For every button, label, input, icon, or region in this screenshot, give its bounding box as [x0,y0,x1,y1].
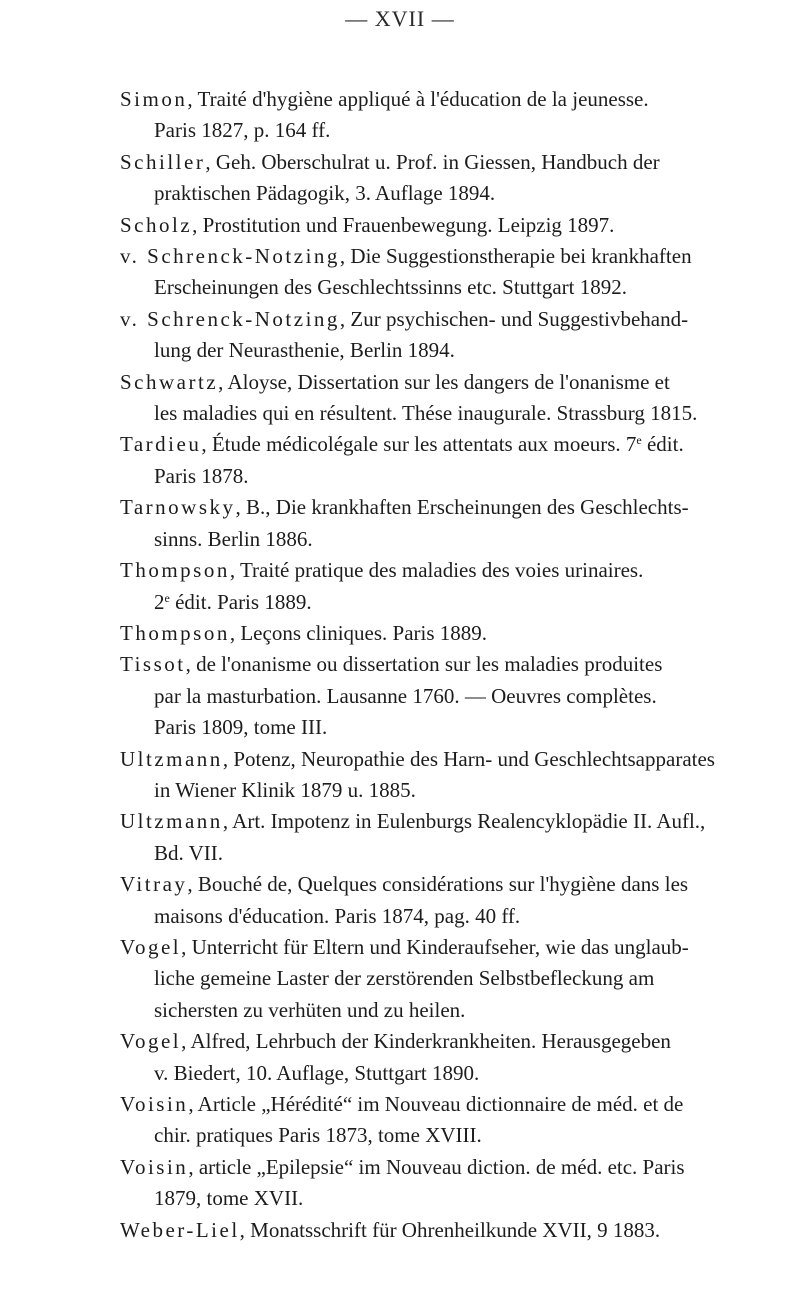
entry-author: Schiller [120,149,206,174]
entry-author: Vitray [120,872,188,897]
entry-text: liche gemeine Laster der zerstörenden Selbstbefleckung am [154,966,655,991]
entry-line [154,1183,752,1214]
entry-line [154,335,752,366]
entry-author: Schwartz [120,369,219,394]
entry-line [120,555,752,586]
bibliography-entry [120,869,752,932]
entry-line [154,178,752,209]
entry-line [154,712,752,743]
entry-line [154,398,752,429]
entry-author: Scholz [120,212,193,237]
entry-author: Ultzmann [120,746,223,771]
entry-text: 1879, tome XVII. [154,1186,304,1211]
entry-text: maisons d'éducation. Paris 1874, pag. 40 ff. [154,903,521,928]
entry-author: Thompson [120,558,230,583]
entry-author: Voisin [120,1154,189,1179]
bibliography-entry [120,744,752,807]
entry-line [120,147,752,178]
bibliography-entry [120,304,752,367]
entry-text: Paris 1809, tome III. [154,715,328,740]
entry-author: Ultzmann [120,809,223,834]
entry-text: v. Biedert, 10. Auflage, Stuttgart 1890. [154,1060,480,1085]
entry-text: sichersten zu verhüten und zu heilen. [154,997,466,1022]
bibliography-entry [120,932,752,1026]
page-number-header: — XVII — [345,6,455,31]
entry-line [154,995,752,1026]
entry-text: , Art. Impotenz in Eulenburgs Realencyklopädie II. Aufl., [222,809,706,834]
entry-line [154,901,752,932]
entry-line [154,115,752,146]
entry-author: v. Schrenck-Notzing [120,244,340,269]
entry-line [154,838,752,869]
entry-text: , Prostitution und Frauenbewegung. Leipzig 1897. [192,212,615,237]
entry-line [154,775,752,806]
entry-text: , Unterricht für Eltern und Kinderaufseher, wie das unglaub- [181,934,689,959]
bibliography-entry [120,806,752,869]
entry-line [120,210,752,241]
entry-text: sinns. Berlin 1886. [154,526,313,551]
entry-text: Erscheinungen des Geschlechtssinns etc. Stuttgart 1892. [154,275,627,300]
entry-text: , Article „Hérédité“ im Nouveau dictionnaire de méd. et de [188,1092,684,1116]
entry-line [154,272,752,303]
entry-text: , article „Epilepsie“ im Nouveau diction. de méd. etc. Paris [188,1154,685,1179]
entry-line [154,524,752,555]
entry-text: édit. [641,432,684,457]
bibliography-list [120,84,752,1246]
bibliography-entry [120,1152,752,1215]
entry-line [120,618,752,649]
superscript: e [164,590,170,605]
entry-text: , Bouché de, Quelques considérations sur l'hygiène dans les [187,872,689,897]
entry-line [120,744,752,775]
entry-line [154,681,752,712]
entry-text: par la masturbation. Lausanne 1760. — Oeuvres complètes. [154,683,657,708]
entry-line [120,304,752,335]
entry-author: v. Schrenck-Notzing [120,306,340,331]
entry-text: , Aloyse, Dissertation sur les dangers de l'onanisme et [218,369,670,394]
entry-line [120,367,752,398]
bibliography-entry [120,618,752,649]
entry-text: Paris 1827, p. 164 ff. [154,118,331,143]
bibliography-entry [120,367,752,430]
entry-text: chir. pratiques Paris 1873, tome XVIII. [154,1123,482,1148]
entry-line [154,1120,752,1151]
entry-line [120,806,752,837]
bibliography-entry [120,210,752,241]
entry-text: édit. Paris 1889. [169,589,312,614]
entry-text: Bd. VII. [154,840,224,865]
entry-author: Weber-Liel [120,1217,240,1242]
bibliography-entry [120,492,752,555]
entry-author: Tarnowsky [120,495,236,520]
bibliography-entry [120,1026,752,1089]
entry-line [120,932,752,963]
entry-text: , Zur psychischen- und Suggestivbehand- [339,306,689,331]
entry-author: Tissot [120,652,186,677]
entry-line [120,84,752,115]
entry-author: Simon [120,87,188,111]
bibliography-entry [120,555,752,618]
entry-text: 2 [154,589,165,614]
entry-text: , Traité d'hygiène appliqué à l'éducation de la jeunesse. [187,87,649,111]
entry-text: , Traité pratique des maladies des voies urinaires. [229,558,644,583]
entry-author: Voisin [120,1092,189,1116]
superscript: e [636,433,642,448]
bibliography-entry [120,429,752,492]
entry-text: in Wiener Klinik 1879 u. 1885. [154,777,416,802]
entry-author: Tardieu [120,432,202,457]
entry-author: Thompson [120,620,230,645]
entry-text: , de l'onanisme ou dissertation sur les maladies produites [185,652,663,677]
entry-line [120,429,752,460]
entry-line [120,1026,752,1057]
bibliography-entry [120,84,752,147]
entry-line [154,1058,752,1089]
entry-text: , Monatsschrift für Ohrenheilkunde XVII, 9 1883. [239,1217,661,1242]
entry-line [154,587,752,618]
entry-line [120,492,752,523]
entry-text: , Leçons cliniques. Paris 1889. [229,620,488,645]
entry-text: les maladies qui en résultent. Thése inaugurale. Strassburg 1815. [154,401,698,426]
bibliography-entry [120,1089,752,1152]
entry-line [154,461,752,492]
entry-text: , Potenz, Neuropathie des Harn- und Geschlechtsapparates [222,746,715,771]
entry-author: Vogel [120,1029,182,1054]
entry-text: praktischen Pädagogik, 3. Auflage 1894. [154,181,496,206]
entry-line [120,649,752,680]
entry-line [120,1089,752,1120]
bibliography-entry [120,649,752,743]
entry-author: Vogel [120,934,182,959]
entry-text: , Die Suggestionstherapie bei krankhaften [339,244,692,269]
bibliography-entry [120,241,752,304]
entry-line [120,1215,752,1246]
entry-text: , Geh. Oberschulrat u. Prof. in Giessen, Handbuch der [205,149,660,174]
bibliography-entry [120,1215,752,1246]
entry-line [120,869,752,900]
entry-text: , Alfred, Lehrbuch der Kinderkrankheiten. Herausgegeben [181,1029,671,1054]
entry-line [120,241,752,272]
entry-text: Paris 1878. [154,463,249,488]
entry-line [154,963,752,994]
entry-text: lung der Neurasthenie, Berlin 1894. [154,338,455,363]
bibliography-entry [120,147,752,210]
entry-text: , B., Die krankhaften Erscheinungen des Geschlechts- [235,495,689,520]
entry-line [120,1152,752,1183]
entry-text: , Étude médicolégale sur les attentats aux moeurs. 7 [201,432,637,457]
